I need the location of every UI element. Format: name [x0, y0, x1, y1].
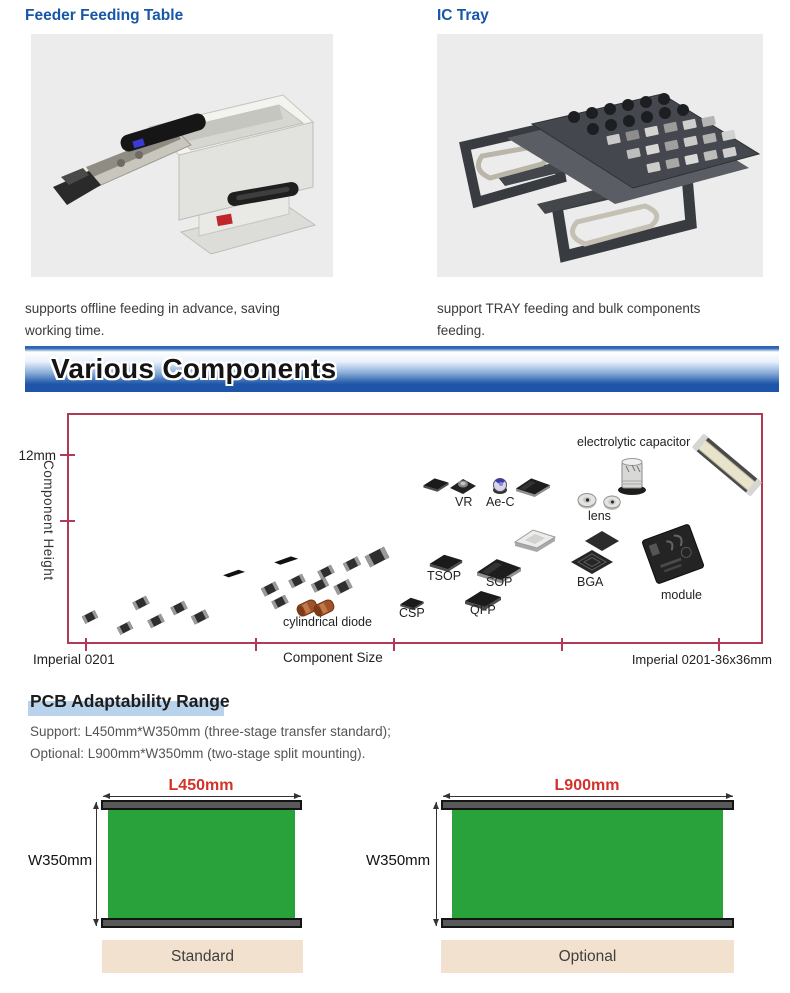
label-cylindrical-diode: cylindrical diode: [283, 615, 372, 629]
optional-top-rail: [441, 800, 734, 810]
ic-tray-illustration: [437, 34, 763, 277]
x-right-label: Imperial 0201-36x36mm: [631, 652, 772, 667]
feeder-illustration: [31, 34, 333, 277]
y-axis-label: Component Height: [41, 460, 56, 581]
ic-tray-section-title: IC Tray: [437, 7, 489, 24]
optional-length-label: L900mm: [554, 777, 620, 794]
x-axis-label: Component Size: [283, 650, 383, 665]
pcb-optional-line: Optional: L900mm*W350mm (two-stage split mounting).: [30, 746, 366, 761]
various-components-banner: [25, 346, 779, 392]
x-left-label: Imperial 0201: [33, 652, 115, 667]
label-tsop: TSOP: [427, 569, 462, 583]
optional-width-label: W350mm: [366, 852, 431, 869]
label-bga: BGA: [577, 575, 604, 589]
standard-width-arrow: [96, 802, 97, 926]
optional-pcb-area: [452, 810, 723, 918]
standard-pcb-area: [108, 810, 295, 918]
standard-width-label: W350mm: [28, 852, 93, 869]
feeder-description: supports offline feeding in advance, saving working time.: [25, 301, 280, 338]
optional-width-arrow: [436, 802, 437, 926]
label-vr: VR: [455, 495, 473, 509]
label-aec: Ae-C: [486, 495, 515, 509]
feeder-section-title: Feeder Feeding Table: [25, 7, 184, 24]
banner-title: Various Components: [51, 353, 337, 384]
standard-length-label: L450mm: [168, 777, 234, 794]
optional-length-arrow: [443, 796, 733, 797]
ic-tray-description: support TRAY feeding and bulk components feeding.: [437, 301, 701, 338]
feeder-photo: [31, 34, 333, 277]
pcb-support-line: Support: L450mm*W350mm (three-stage transfer standard);: [30, 724, 391, 739]
label-sop: SOP: [486, 575, 513, 589]
label-module: module: [661, 588, 702, 602]
label-lens: lens: [588, 509, 611, 523]
label-electrolytic-capacitor: electrolytic capacitor: [577, 435, 691, 449]
label-csp: CSP: [399, 606, 425, 620]
pcb-heading: PCB Adaptability Range: [30, 691, 230, 711]
standard-caption: Standard: [102, 940, 303, 973]
standard-length-arrow: [103, 796, 301, 797]
optional-bottom-rail: [441, 918, 734, 928]
optional-caption: Optional: [441, 940, 734, 973]
components-chart: [0, 405, 790, 680]
standard-top-rail: [101, 800, 302, 810]
standard-bottom-rail: [101, 918, 302, 928]
ic-tray-photo: [437, 34, 763, 277]
label-qfp: QFP: [470, 603, 496, 617]
y-tick-label: 12mm: [18, 448, 56, 463]
